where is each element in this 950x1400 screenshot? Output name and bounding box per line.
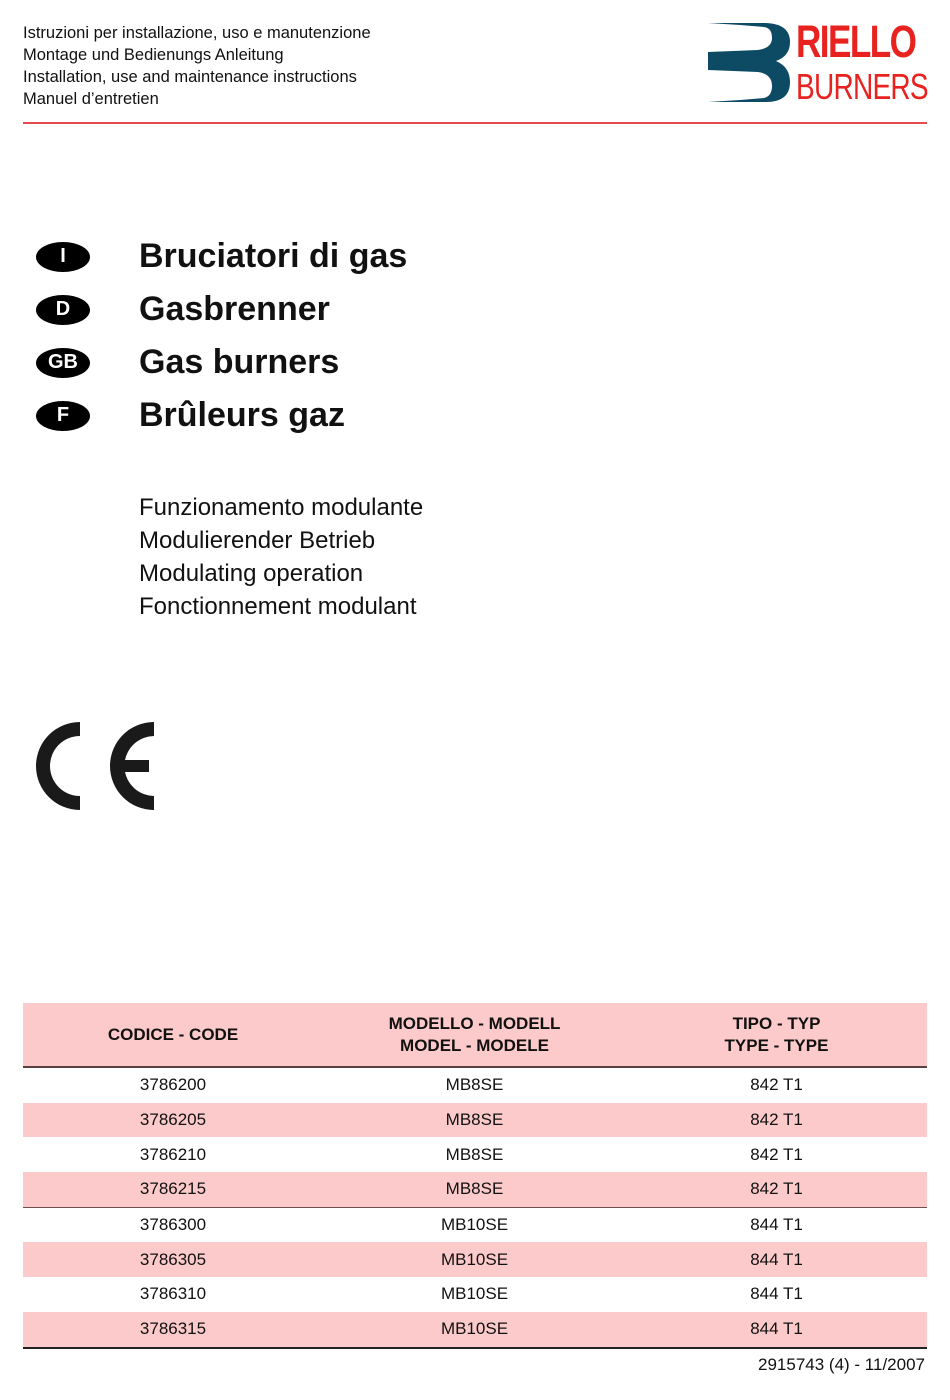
intro-line-fr: Manuel d’entretien (23, 90, 159, 108)
header-divider (23, 122, 927, 124)
title-row-it (36, 230, 407, 283)
intro-line-it: Istruzioni per installazione, uso e manutenzione (23, 24, 371, 42)
table-row (23, 1172, 927, 1207)
cell-model: MB10SE (440, 1215, 509, 1235)
cell-code: 3786300 (139, 1215, 207, 1235)
cell-model: MB10SE (323, 1312, 626, 1348)
cell-model: MB8SE (323, 1172, 626, 1207)
logo-riello-text: RIELLO (796, 16, 916, 67)
cell-code: 3786315 (23, 1312, 323, 1348)
table-row (23, 1312, 927, 1348)
header-type (626, 1003, 927, 1067)
table-header-row (23, 1003, 927, 1067)
header-code (23, 1003, 323, 1067)
table-row (23, 1137, 927, 1172)
subtitle-it: Funzionamento modulante (139, 494, 424, 521)
title-gb: Gas burners (139, 343, 340, 381)
cell-code: 3786200 (139, 1075, 207, 1095)
header-type-line1: TIPO - TYP (732, 1013, 821, 1033)
cell-type: 842 T1 (750, 1075, 803, 1095)
logo-b-icon (706, 20, 792, 106)
cell-type: 842 T1 (750, 1144, 803, 1164)
title-row-gb (36, 336, 407, 389)
header-model (323, 1003, 626, 1067)
title-de: Gasbrenner (139, 290, 330, 328)
cell-type: 842 T1 (626, 1172, 927, 1207)
cell-code: 3786215 (23, 1172, 323, 1207)
ce-mark-icon (34, 720, 159, 812)
subtitle-gb: Modulating operation (139, 560, 364, 587)
subtitle-de: Modulierender Betrieb (139, 527, 376, 554)
language-badge-de: D (36, 295, 90, 325)
cell-type: 844 T1 (626, 1312, 927, 1348)
subtitle-fr: Fonctionnement modulant (139, 593, 417, 620)
cell-model: MB8SE (445, 1075, 504, 1095)
language-badge-fr: F (36, 401, 90, 431)
table-row (23, 1207, 927, 1242)
cell-code: 3786210 (139, 1144, 207, 1164)
table-row (23, 1242, 927, 1277)
cell-model: MB10SE (440, 1284, 509, 1304)
document-number: 2915743 (4) - 11/2007 (758, 1355, 925, 1374)
cell-model: MB8SE (323, 1103, 626, 1138)
table-row (23, 1103, 927, 1138)
intro-line-de: Montage und Bedienungs Anleitung (23, 46, 284, 64)
title-fr: Brûleurs gaz (139, 396, 345, 434)
logo-burners-text: BURNERS (796, 66, 928, 107)
table-row (23, 1277, 927, 1312)
cell-type: 844 T1 (626, 1242, 927, 1277)
cell-model: MB10SE (323, 1242, 626, 1277)
header-type-line2: TYPE - TYPE (724, 1035, 829, 1055)
cell-type: 842 T1 (626, 1103, 927, 1138)
cell-type: 844 T1 (750, 1215, 803, 1235)
language-badge-gb: GB (36, 348, 90, 378)
language-titles (36, 230, 407, 442)
cell-code: 3786205 (23, 1103, 323, 1138)
product-code-table (23, 1003, 927, 1349)
title-row-de (36, 283, 407, 336)
riello-burners-logo (706, 16, 930, 107)
table-row (23, 1067, 927, 1103)
intro-line-en: Installation, use and maintenance instructions (23, 68, 357, 86)
operation-subtitles (139, 491, 423, 623)
cell-code: 3786310 (139, 1284, 207, 1304)
header-model-line1: MODELLO - MODELL (388, 1013, 561, 1033)
cell-code: 3786305 (23, 1242, 323, 1277)
header-model-line2: MODEL - MODELE (400, 1035, 549, 1055)
cell-type: 844 T1 (750, 1284, 803, 1304)
language-badge-it: I (36, 242, 90, 272)
title-it: Bruciatori di gas (139, 237, 408, 275)
header-code-line1: CODICE - CODE (107, 1024, 239, 1044)
title-row-fr (36, 389, 407, 442)
cell-model: MB8SE (445, 1144, 504, 1164)
intro-text-block (23, 22, 371, 110)
